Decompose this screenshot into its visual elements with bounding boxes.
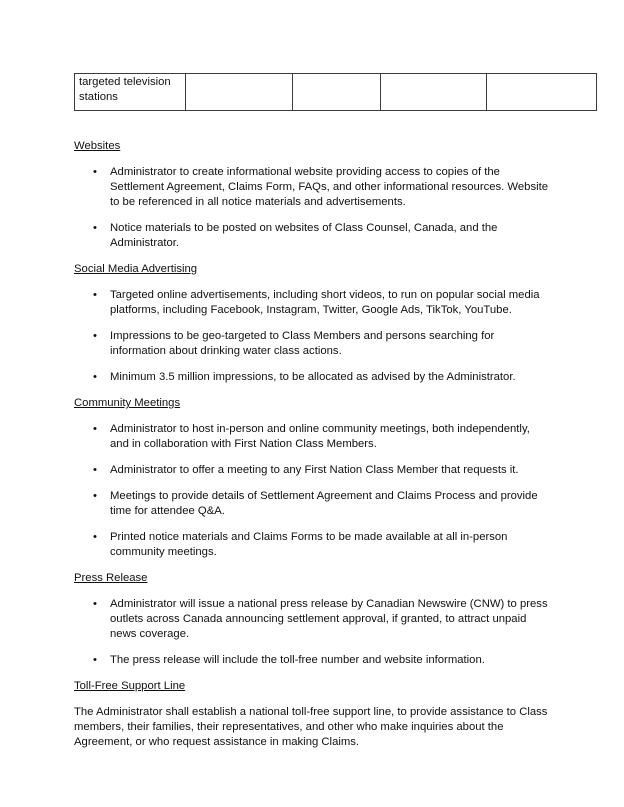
section-press-release <box>74 571 551 668</box>
bullet-marker: • <box>93 654 97 666</box>
bullet-item <box>74 288 551 318</box>
bullet-item <box>74 530 551 560</box>
section-heading: Toll-Free Support Line <box>74 680 186 692</box>
bullet-item <box>74 165 551 210</box>
table-cell-empty <box>487 74 597 111</box>
section-community-meetings <box>74 396 551 560</box>
bullet-item <box>74 489 551 519</box>
section-heading: Social Media Advertising <box>74 263 198 275</box>
bullet-item <box>74 653 551 668</box>
bullet-text: Targeted online advertisements, including short videos, to run on popular social media platforms, including Facebook, Instagram, Twitter, Google Ads, TikTok, YouTube. <box>110 289 540 316</box>
table-cell-empty <box>293 74 381 111</box>
bullet-marker: • <box>93 289 97 301</box>
bullet-item <box>74 329 551 359</box>
bullet-item <box>74 597 551 642</box>
bullet-marker: • <box>93 330 97 342</box>
bullet-marker: • <box>93 166 97 178</box>
bullet-marker: • <box>93 598 97 610</box>
bullet-item <box>74 221 551 251</box>
bullet-text: Administrator to host in-person and online community meetings, both independently, and in collaboration with First Nation Class Members. <box>110 423 530 450</box>
bullet-text: Meetings to provide details of Settlement Agreement and Claims Process and provide time for attendee Q&A. <box>110 490 538 517</box>
document-content <box>74 73 551 761</box>
bullet-item <box>74 370 551 385</box>
bullet-marker: • <box>93 371 97 383</box>
section-social-media-advertising <box>74 262 551 385</box>
bullet-text: Notice materials to be posted on websites of Class Counsel, Canada, and the Administrator. <box>110 222 498 249</box>
bullet-text: Printed notice materials and Claims Forms to be made available at all in-person community meetings. <box>110 531 508 558</box>
table-cell-empty <box>381 74 487 111</box>
bullet-marker: • <box>93 423 97 435</box>
bullet-text: Impressions to be geo-targeted to Class Members and persons searching for information about drinking water class actions. <box>110 330 495 357</box>
table-row <box>75 74 597 111</box>
bullet-text: Administrator will issue a national press release by Canadian Newswire (CNW) to press outlets across Canada announcing settlement approval, if granted, to attract unpaid news coverage. <box>110 598 548 640</box>
bullet-text: Administrator to create informational website providing access to copies of the Settlement Agreement, Claims Form, FAQs, and other informational resources. Website to be referenced in all notice materials and advertisements. <box>110 166 549 208</box>
section-heading: Community Meetings <box>74 397 181 409</box>
bullet-item <box>74 463 551 478</box>
bullet-item <box>74 422 551 452</box>
bullet-marker: • <box>93 464 97 476</box>
body-paragraph: The Administrator shall establish a national toll-free support line, to provide assistance to Class members, their families, their representatives, and other who make inquiries about the Agreement, or who request assistance in making Claims. <box>74 706 548 748</box>
bullet-marker: • <box>93 490 97 502</box>
media-schedule-table <box>74 73 597 111</box>
section-websites <box>74 139 551 251</box>
section-toll-free-support-line <box>74 679 551 750</box>
bullet-text: Administrator to offer a meeting to any First Nation Class Member that requests it. <box>110 464 519 476</box>
section-heading: Press Release <box>74 572 148 584</box>
table-cell-targeted-television-stations: targeted television stations <box>75 74 186 111</box>
table-cell-empty <box>186 74 293 111</box>
bullet-text: The press release will include the toll-free number and website information. <box>110 654 485 666</box>
bullet-text: Minimum 3.5 million impressions, to be allocated as advised by the Administrator. <box>110 371 516 383</box>
bullet-marker: • <box>93 531 97 543</box>
section-heading: Websites <box>74 140 121 152</box>
bullet-marker: • <box>93 222 97 234</box>
